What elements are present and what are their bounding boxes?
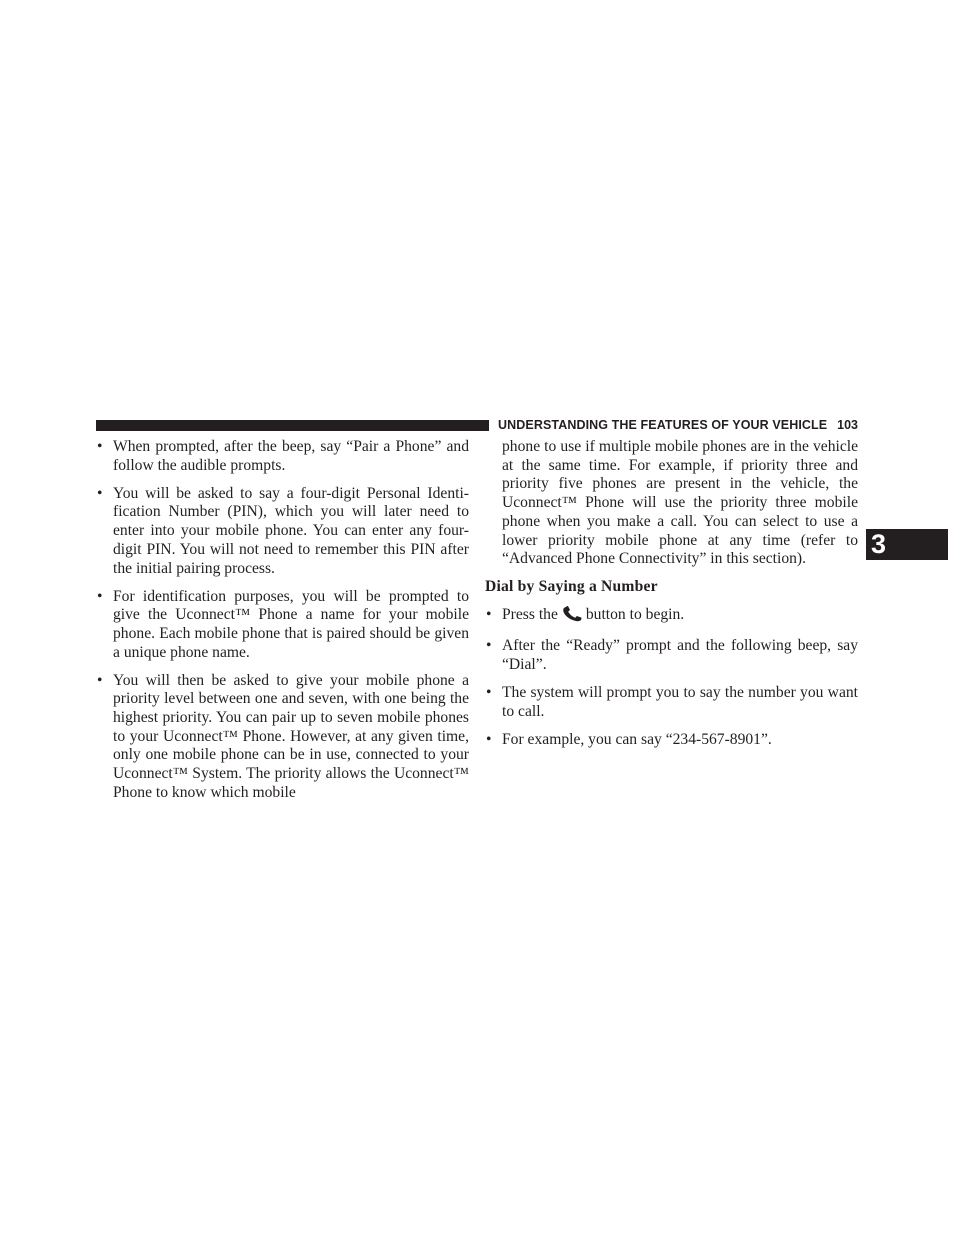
bullet: • (486, 606, 492, 624)
bullet: • (486, 637, 492, 655)
left-column (96, 438, 469, 803)
section-heading: Dial by Saying a Number (485, 578, 658, 596)
section-title: UNDERSTANDING THE FEATURES OF YOUR VEHICLE (498, 418, 828, 432)
phone-icon (561, 606, 583, 628)
list-item: • You will be asked to say a four-digit Personal Identification Number (PIN), which you will later need to enter into your mobile phone. You can enter any four-digit PIN. You will not need to remember this PIN after the initial pairing process. (97, 484, 469, 577)
list-item: • When prompted, after the beep, say “Pair a Phone” and follow the audible prompts. (97, 438, 469, 474)
list-item: • After the “Ready” prompt and the following beep, say “Dial”. (486, 637, 858, 673)
list-item: • You will then be asked to give your mobile phone a priority level between one and seven, with one being the highest priority. You can pair up to seven mobile phones to your Uconnect™ Phone. However, at any given time, only one mobile phone can be in use, connected to your Uconnect™ System. The priority allows the Uconnect™ Phone to know which mobile (97, 671, 469, 801)
dial-steps-list (485, 606, 858, 749)
bullet: • (486, 730, 492, 748)
continuation-paragraph: phone to use if multiple mobile phones are in the vehicle at the same time. For example, if priority three and priority five phones are present in the vehicle, the Uconnect™ Phone will use the priority three mobile phone when you make a call. You can select to use a lower priority mobile phone at any time (refer to “Advanced Phone Connectivity” in this section). (502, 438, 858, 568)
list-item: • Press the button to begin. (485, 606, 858, 628)
right-column (485, 438, 858, 749)
bullet: • (97, 587, 103, 605)
bullet: • (97, 671, 103, 689)
bullet: • (97, 484, 103, 502)
list-item: • The system will prompt you to say the number you want to call. (486, 683, 858, 720)
running-header (498, 418, 858, 433)
bullet: • (486, 683, 492, 701)
pairing-steps-list (96, 438, 469, 803)
list-item: • For identification purposes, you will be prompted to give the Uconnect™ Phone a name for your mobile phone. Each mobile phone that is paired should be given a unique phone name. (97, 587, 469, 661)
chapter-tab (866, 529, 948, 560)
page-number: 103 (837, 418, 858, 432)
list-item: • For example, you can say “234-567-8901”. (486, 730, 772, 748)
chapter-number: 3 (871, 529, 887, 559)
header-rule (96, 420, 489, 431)
bullet: • (97, 438, 103, 455)
